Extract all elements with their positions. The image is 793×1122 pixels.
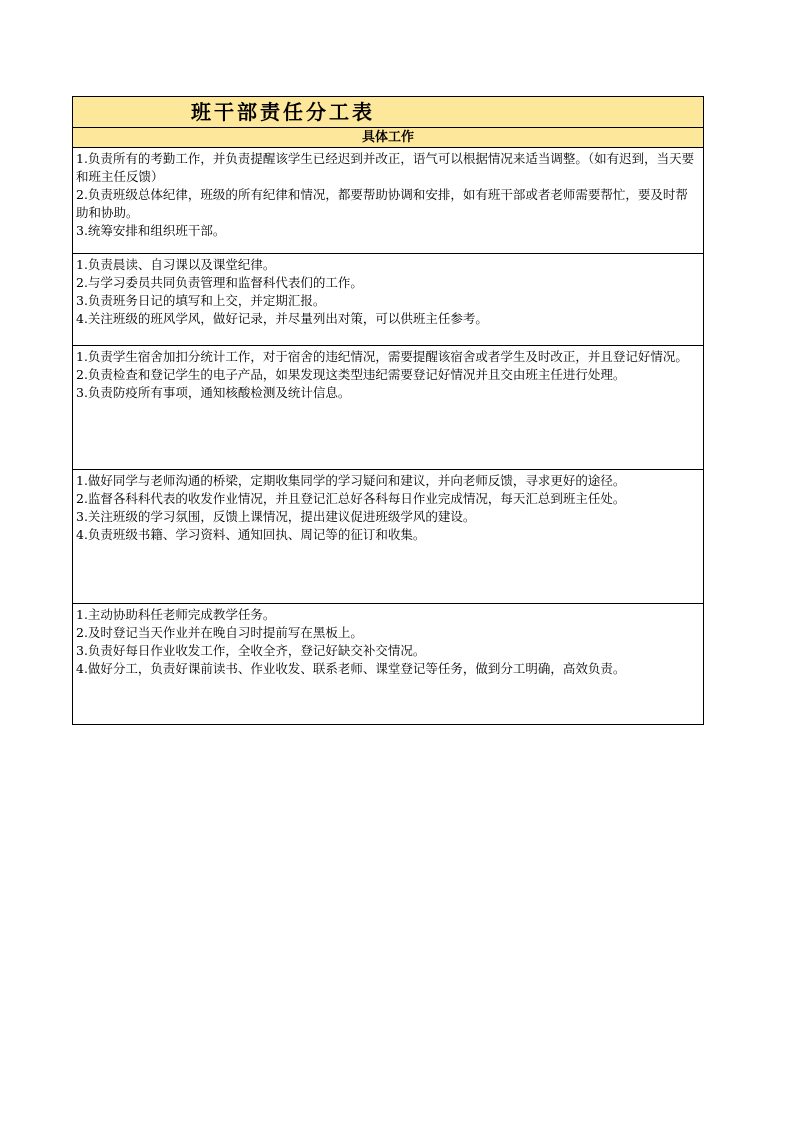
responsibility-table (72, 96, 704, 725)
task-line: 2.监督各科科代表的收发作业情况，并且登记汇总好各科每日作业完成情况，每天汇总到班主任处。 (76, 491, 626, 506)
task-cell-3 (73, 346, 703, 470)
table-title: 班干部责任分工表 (191, 100, 375, 124)
task-cell-1 (73, 148, 703, 254)
task-cell-4 (73, 470, 703, 604)
task-line: 3.负责防疫所有事项，通知核酸检测及统计信息。 (76, 385, 351, 400)
task-line: 4.关注班级的班风学风，做好记录，并尽量列出对策，可以供班主任参考。 (76, 311, 488, 326)
task-line: 3.负责班务日记的填写和上交，并定期汇报。 (76, 293, 326, 308)
task-line: 1.做好同学与老师沟通的桥梁，定期收集同学的学习疑问和建议，并向老师反馈，寻求更好的途径。 (76, 473, 626, 488)
task-line: 1.负责晨读、自习课以及课堂纪律。 (76, 257, 276, 272)
task-line: 2.与学习委员共同负责管理和监督科代表们的工作。 (76, 275, 363, 290)
task-line: 1.负责学生宿舍加扣分统计工作，对于宿舍的违纪情况，需要提醒该宿舍或者学生及时改正，并且登记好情况。 (76, 349, 688, 364)
column-header: 具体工作 (73, 128, 703, 148)
task-cell-5 (73, 604, 703, 724)
task-line: 4.做好分工，负责好课前读书、作业收发、联系老师、课堂登记等任务，做到分工明确，高效负责。 (76, 661, 626, 676)
task-line: 3.负责好每日作业收发工作，全收全齐，登记好缺交补交情况。 (76, 643, 426, 658)
task-line: 1.负责所有的考勤工作，并负责提醒该学生已经迟到并改正，语气可以根据情况来适当调整。（如有迟到，当天要和班主任反馈） (76, 151, 695, 184)
task-line: 2.负责班级总体纪律，班级的所有纪律和情况，都要帮助协调和安排，如有班干部或者老师需要帮忙，要及时帮助和协助。 (76, 187, 688, 220)
task-line: 3.统筹安排和组织班干部。 (76, 223, 226, 238)
task-cell-2 (73, 254, 703, 346)
task-line: 1.主动协助科任老师完成教学任务。 (76, 607, 276, 622)
task-line: 4.负责班级书籍、学习资料、通知回执、周记等的征订和收集。 (76, 527, 426, 542)
title-row (73, 97, 703, 128)
task-line: 2.及时登记当天作业并在晚自习时提前写在黑板上。 (76, 625, 363, 640)
task-line: 2.负责检查和登记学生的电子产品，如果发现这类型违纪需要登记好情况并且交由班主任进行处理。 (76, 367, 626, 382)
task-line: 3.关注班级的学习氛围，反馈上课情况，提出建议促进班级学风的建设。 (76, 509, 476, 524)
